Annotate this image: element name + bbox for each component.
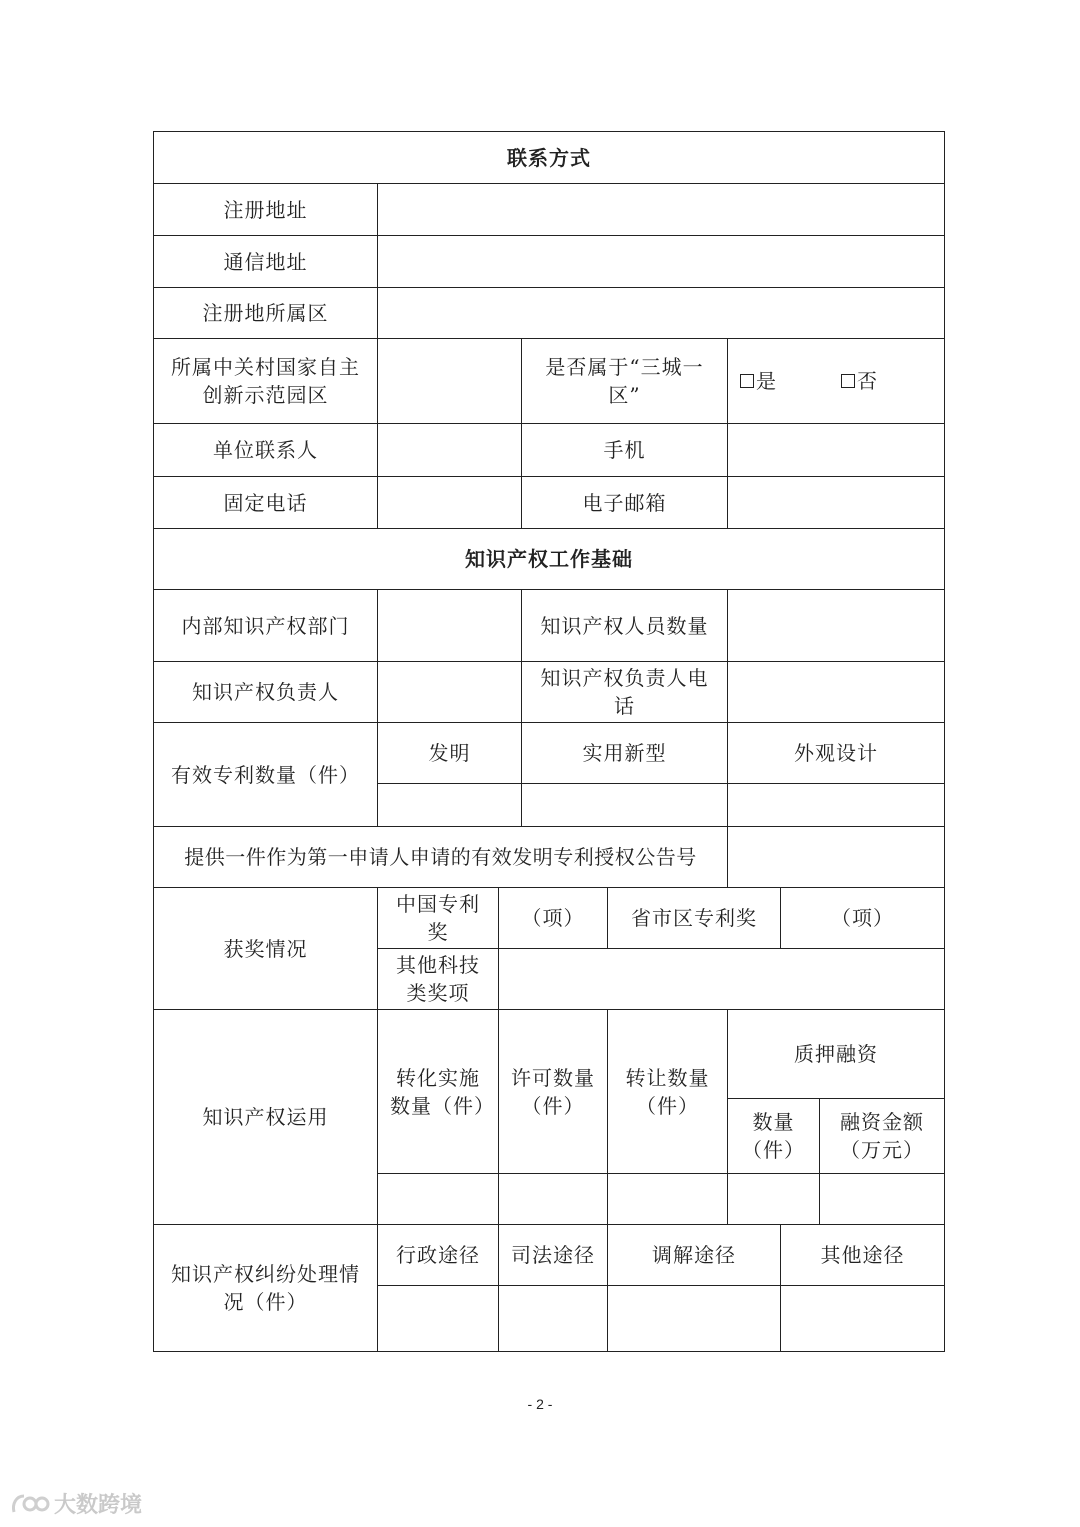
field-judicial-route[interactable] [499,1286,608,1351]
field-mail-address[interactable] [378,236,944,288]
label-contact-person: 单位联系人 [154,424,378,477]
label-ip-dept: 内部知识产权部门 [154,590,378,662]
label-dispute-handling: 知识产权纠纷处理情况（件） [154,1225,378,1351]
field-ip-manager-phone[interactable] [728,662,944,723]
label-china-patent-award: 中国专利奖 [378,888,499,949]
field-mobile[interactable] [728,424,944,477]
watermark [10,1488,142,1519]
field-ip-staff-count[interactable] [728,590,944,662]
label-first-applicant-patent: 提供一件作为第一申请人申请的有效发明专利授权公告号 [154,827,728,888]
field-license-count[interactable] [499,1174,608,1225]
header-invention: 发明 [378,723,522,784]
field-china-patent-award[interactable]: （项） [499,888,608,949]
label-local-patent-award: 省市区专利奖 [608,888,781,949]
checkbox-yes[interactable] [740,374,754,388]
field-design-count[interactable] [728,784,944,827]
header-license-count: 许可数量（件） [499,1010,608,1174]
label-ip-manager-phone: 知识产权负责人电话 [522,662,728,723]
field-reg-district[interactable] [378,288,944,339]
three-cities-options [728,339,944,424]
header-pledge-count: 数量（件） [728,1099,820,1174]
field-pledge-count[interactable] [728,1174,820,1225]
header-pledge-amount: 融资金额（万元） [820,1099,944,1174]
label-three-cities: 是否属于“三城一区” [522,339,728,424]
header-transform-count: 转化实施数量（件） [378,1010,499,1174]
watermark-logo-icon [10,1492,50,1516]
label-reg-address: 注册地址 [154,184,378,236]
label-mail-address: 通信地址 [154,236,378,288]
label-ip-use: 知识产权运用 [154,1010,378,1225]
field-mediation-route[interactable] [608,1286,781,1351]
field-ip-manager[interactable] [378,662,522,723]
application-form-table [153,131,945,1352]
field-invention-count[interactable] [378,784,522,827]
header-admin-route: 行政途径 [378,1225,499,1286]
label-valid-patents: 有效专利数量（件） [154,723,378,827]
field-phone[interactable] [378,477,522,529]
label-email: 电子邮箱 [522,477,728,529]
header-judicial-route: 司法途径 [499,1225,608,1286]
label-zgc-park: 所属中关村国家自主创新示范园区 [154,339,378,424]
field-other-awards[interactable] [499,949,944,1010]
checkbox-no[interactable] [841,374,855,388]
label-ip-manager: 知识产权负责人 [154,662,378,723]
header-other-route: 其他途径 [781,1225,944,1286]
label-other-awards: 其他科技类奖项 [378,949,499,1010]
field-email[interactable] [728,477,944,529]
field-admin-route[interactable] [378,1286,499,1351]
header-utility: 实用新型 [522,723,728,784]
field-first-applicant-patent[interactable] [728,827,944,888]
field-pledge-amount[interactable] [820,1174,944,1225]
section-title-contact: 联系方式 [154,132,944,184]
field-ip-dept[interactable] [378,590,522,662]
field-transfer-count[interactable] [608,1174,728,1225]
header-transfer-count: 转让数量（件） [608,1010,728,1174]
field-other-route[interactable] [781,1286,944,1351]
page-number: - 2 - [527,1396,553,1412]
header-mediation-route: 调解途径 [608,1225,781,1286]
section-title-ip-base: 知识产权工作基础 [154,529,944,590]
field-transform-count[interactable] [378,1174,499,1225]
label-awards: 获奖情况 [154,888,378,1010]
watermark-text: 大数跨境 [54,1493,143,1518]
label-ip-staff-count: 知识产权人员数量 [522,590,728,662]
label-mobile: 手机 [522,424,728,477]
field-zgc-park[interactable] [378,339,522,424]
label-phone: 固定电话 [154,477,378,529]
option-yes[interactable] [740,367,777,395]
field-utility-count[interactable] [522,784,728,827]
header-pledge-financing: 质押融资 [728,1010,944,1099]
field-contact-person[interactable] [378,424,522,477]
option-no-label: 否 [857,369,878,393]
option-yes-label: 是 [756,369,777,393]
option-no[interactable] [841,367,878,395]
label-reg-district: 注册地所属区 [154,288,378,339]
field-local-patent-award[interactable]: （项） [781,888,944,949]
field-reg-address[interactable] [378,184,944,236]
header-design: 外观设计 [728,723,944,784]
